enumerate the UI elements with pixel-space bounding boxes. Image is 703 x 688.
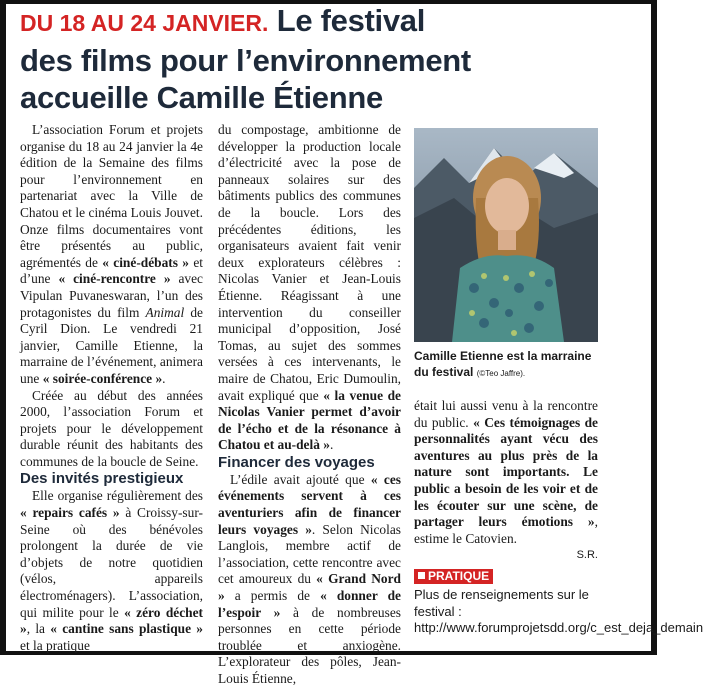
- text-run: à Croissy-sur-Seine où des bénévoles prolongent la durée de vie d’objets de notre quotidien (vélos, appareils électroménagers). L’association, qui milite pour le: [20, 505, 203, 620]
- pratique-text: Plus de renseignements sur le festival : http://www.forumprojetsdd.org/c_est_deja_demain: [414, 587, 703, 635]
- pratique-box: [414, 568, 703, 637]
- text-run: a permis de: [224, 588, 321, 604]
- text-run: de Cyril Dion. Le vendredi 21 janvier, Camille Etienne, la marraine de l’événement, animera une: [20, 304, 203, 386]
- text-run: , estime le Catovien.: [414, 514, 598, 546]
- article-column-2: [218, 122, 401, 688]
- text-run: .: [162, 370, 166, 386]
- text-run: à de nombreuses personnes en cette période troublée et anxiogène. L’explorateur des pôles, Jean-Louis Étienne,: [218, 604, 401, 686]
- headline-title-line-2: des films pour l’environnement: [20, 43, 471, 78]
- text-run: avec Vipulan Puvaneswaran, l’un des protagonistes du film: [20, 271, 203, 320]
- photo-credit: (©Teo Jaffre).: [476, 369, 526, 378]
- column-1-paragraph-3: [20, 488, 203, 654]
- pratique-badge-label: PRATIQUE: [428, 569, 490, 583]
- text-run-bold: « donner de l’espoir »: [218, 588, 401, 620]
- text-run: était lui aussi venu à la rencontre du public.: [414, 398, 598, 430]
- pratique-badge: [414, 569, 493, 584]
- subhead-voyages: Financer des voyages: [218, 453, 375, 471]
- text-run-bold: « Ces témoignages de personnalités ayant vécu des aventures au plus près de la nature sont importants. Le public a besoin de les voir et de les écouter sur une scène, de partager leurs émotions »: [414, 414, 598, 530]
- text-run-bold: « ces événements servent à ces aventuriers afin de financer leurs voyages »: [218, 471, 401, 537]
- text-run: Elle organise régulièrement des: [32, 488, 203, 504]
- column-1-paragraph-2: Créée au début des années 2000, l’association Forum et projets pour le développement durable réunit des habitants des communes de la boucle de Seine.: [20, 387, 203, 469]
- square-bullet-icon: [418, 572, 425, 579]
- headline-title-line-3: accueille Camille Étienne: [20, 80, 383, 115]
- text-run-bold: « cantine sans plastique »: [50, 621, 203, 637]
- text-run: du compostage, ambitionne de développer la production locale d’électricité avec la pose de panneaux solaires sur des bâtiments publics des communes de la boucle. Lors des précédentes éditions, les organisateurs avaient fait venir deux explorateurs célèbres : Nicolas Vanier et Jean-Louis Étienne. Réagissant à une intervention du conseiller municipal d’opposition, José Tomas, au sujet des sommes versées à ces intervenants, le maire de Chatou, Eric Dumoulin, avait expliqué que: [218, 122, 401, 403]
- text-run: et d’une: [20, 254, 203, 287]
- text-run: L’association Forum et projets organise du 18 au 24 janvier la 4e édition de la Semaine des films pour l’environnement en partenariat avec la Ville de Chatou et le cinéma Louis Jouvet. Onze films documentaires vont être présentés au public, agrémentés de: [20, 122, 203, 270]
- text-run-bold: « la venue de Nicolas Vanier permet d’avoir de l’écho et de la résonance à Chatou et au-delà »: [218, 387, 401, 453]
- subhead-invites: Des invités prestigieux: [20, 470, 184, 488]
- column-1-paragraph-1: [20, 122, 203, 388]
- text-run: et la pratique: [20, 637, 90, 653]
- column-3-paragraph-1: [414, 398, 598, 547]
- caption-text: Camille Etienne est la marraine du festival: [414, 349, 592, 379]
- photo-caption: [414, 348, 604, 382]
- headline-kicker: DU 18 AU 24 JANVIER.: [20, 10, 269, 36]
- column-2-paragraph-2: [218, 472, 401, 688]
- text-run: .: [329, 437, 334, 453]
- scan-border-right: [651, 0, 657, 655]
- text-run-bold: « zéro déchet »: [20, 604, 203, 637]
- text-run-bold: « ciné-rencontre »: [58, 271, 171, 287]
- text-run-bold: « soirée-conférence »: [42, 370, 163, 386]
- article-headline: [20, 2, 640, 116]
- portrait-illustration: [414, 128, 598, 342]
- portrait-photo: [414, 128, 598, 342]
- film-title: Animal: [145, 304, 185, 320]
- text-run: , la: [26, 621, 51, 637]
- text-run-bold: « repairs cafés »: [20, 505, 120, 521]
- article-column-1: [20, 122, 203, 654]
- text-run-bold: « Grand Nord »: [218, 571, 401, 604]
- scan-border-left: [0, 0, 6, 655]
- author-signature: S.R.: [576, 549, 598, 562]
- text-run: . Selon Nicolas Langlois, membre actif de l’association, cette rencontre avec cet amoureux du: [218, 521, 401, 587]
- text-run-bold: « ciné-débats »: [102, 254, 189, 270]
- headline-title-line-1: Le festival: [276, 3, 426, 38]
- text-run: L’édile avait ajouté que: [230, 471, 371, 487]
- article-column-3: [414, 398, 598, 564]
- column-2-paragraph-1: [218, 122, 401, 454]
